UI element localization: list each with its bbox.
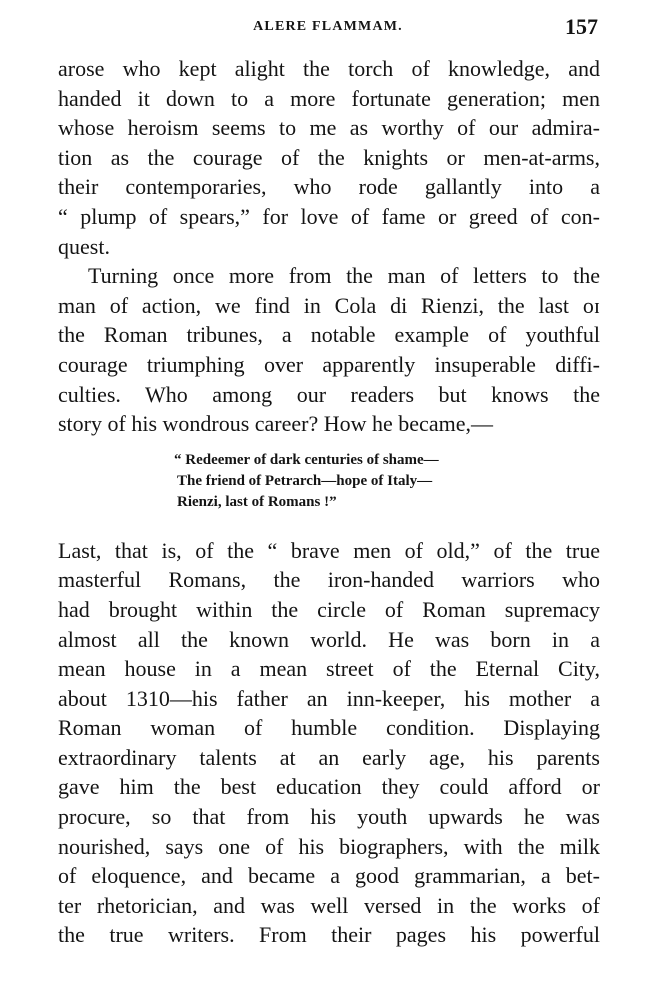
paragraph-3 — [58, 536, 600, 950]
text-line: nourished, says one of his biographers, with the milk — [58, 833, 600, 859]
text-line: their contemporaries, who rode gallantly into a — [58, 174, 600, 200]
text-line: handed it down to a more fortunate generation; men — [58, 85, 600, 111]
text-line: arose who kept alight the torch of knowledge, and — [58, 56, 600, 81]
body-text — [58, 54, 600, 950]
text-line: had brought within the circle of Roman supremacy — [58, 596, 600, 622]
text-line: quest. — [58, 233, 110, 259]
text-line: masterful Romans, the iron-handed warriors who — [58, 567, 600, 593]
verse-line: The friend of Petrarch—hope of Italy— — [177, 472, 433, 489]
text-line: Roman woman of humble condition. Displaying — [58, 715, 600, 741]
text-line: extraordinary talents at an early age, his parents — [58, 744, 600, 770]
text-line: whose heroism seems to me as worthy of our admira- — [58, 115, 600, 141]
text-line: Last, that is, of the “ brave men of old,” of the true — [58, 537, 600, 563]
text-line: man of action, we find in Cola di Rienzi, the last oɪ — [58, 292, 600, 318]
running-head — [58, 14, 598, 42]
verse-quotation — [58, 450, 600, 513]
text-line: procure, so that from his youth upwards he was — [58, 804, 600, 830]
text-line: tion as the courage of the knights or men-at-arms, — [58, 144, 600, 170]
text-line: ter rhetorician, and was well versed in the works of — [58, 892, 600, 918]
text-line: of eloquence, and became a good grammarian, a bet- — [58, 863, 600, 889]
text-line: culties. Who among our readers but knows the — [58, 381, 600, 407]
verse-line: “ Redeemer of dark centuries of shame— — [174, 451, 439, 468]
text-line: mean house in a mean street of the Eternal City, — [58, 656, 600, 682]
text-line: gave him the best education they could afford or — [58, 774, 600, 800]
text-line: “ plump of spears,” for love of fame or greed of con- — [58, 203, 600, 229]
text-line: about 1310—his father an inn-keeper, his mother a — [58, 685, 600, 711]
page-number: 157 — [565, 14, 598, 39]
text-line: the true writers. From their pages his powerful — [58, 922, 600, 948]
text-line: almost all the known world. He was born in a — [58, 626, 600, 652]
paragraph-1 — [58, 54, 600, 261]
text-line: story of his wondrous career? How he became,— — [58, 411, 493, 437]
text-line: Turning once more from the man of letters to the — [88, 263, 600, 289]
text-line: the Roman tribunes, a notable example of youthful — [58, 322, 600, 348]
text-line: courage triumphing over apparently insuperable diffi- — [58, 351, 600, 377]
running-title: ALERE FLAMMAM. — [253, 19, 403, 34]
verse-line: Rienzi, last of Romans !” — [177, 493, 337, 510]
paragraph-2 — [58, 261, 600, 439]
